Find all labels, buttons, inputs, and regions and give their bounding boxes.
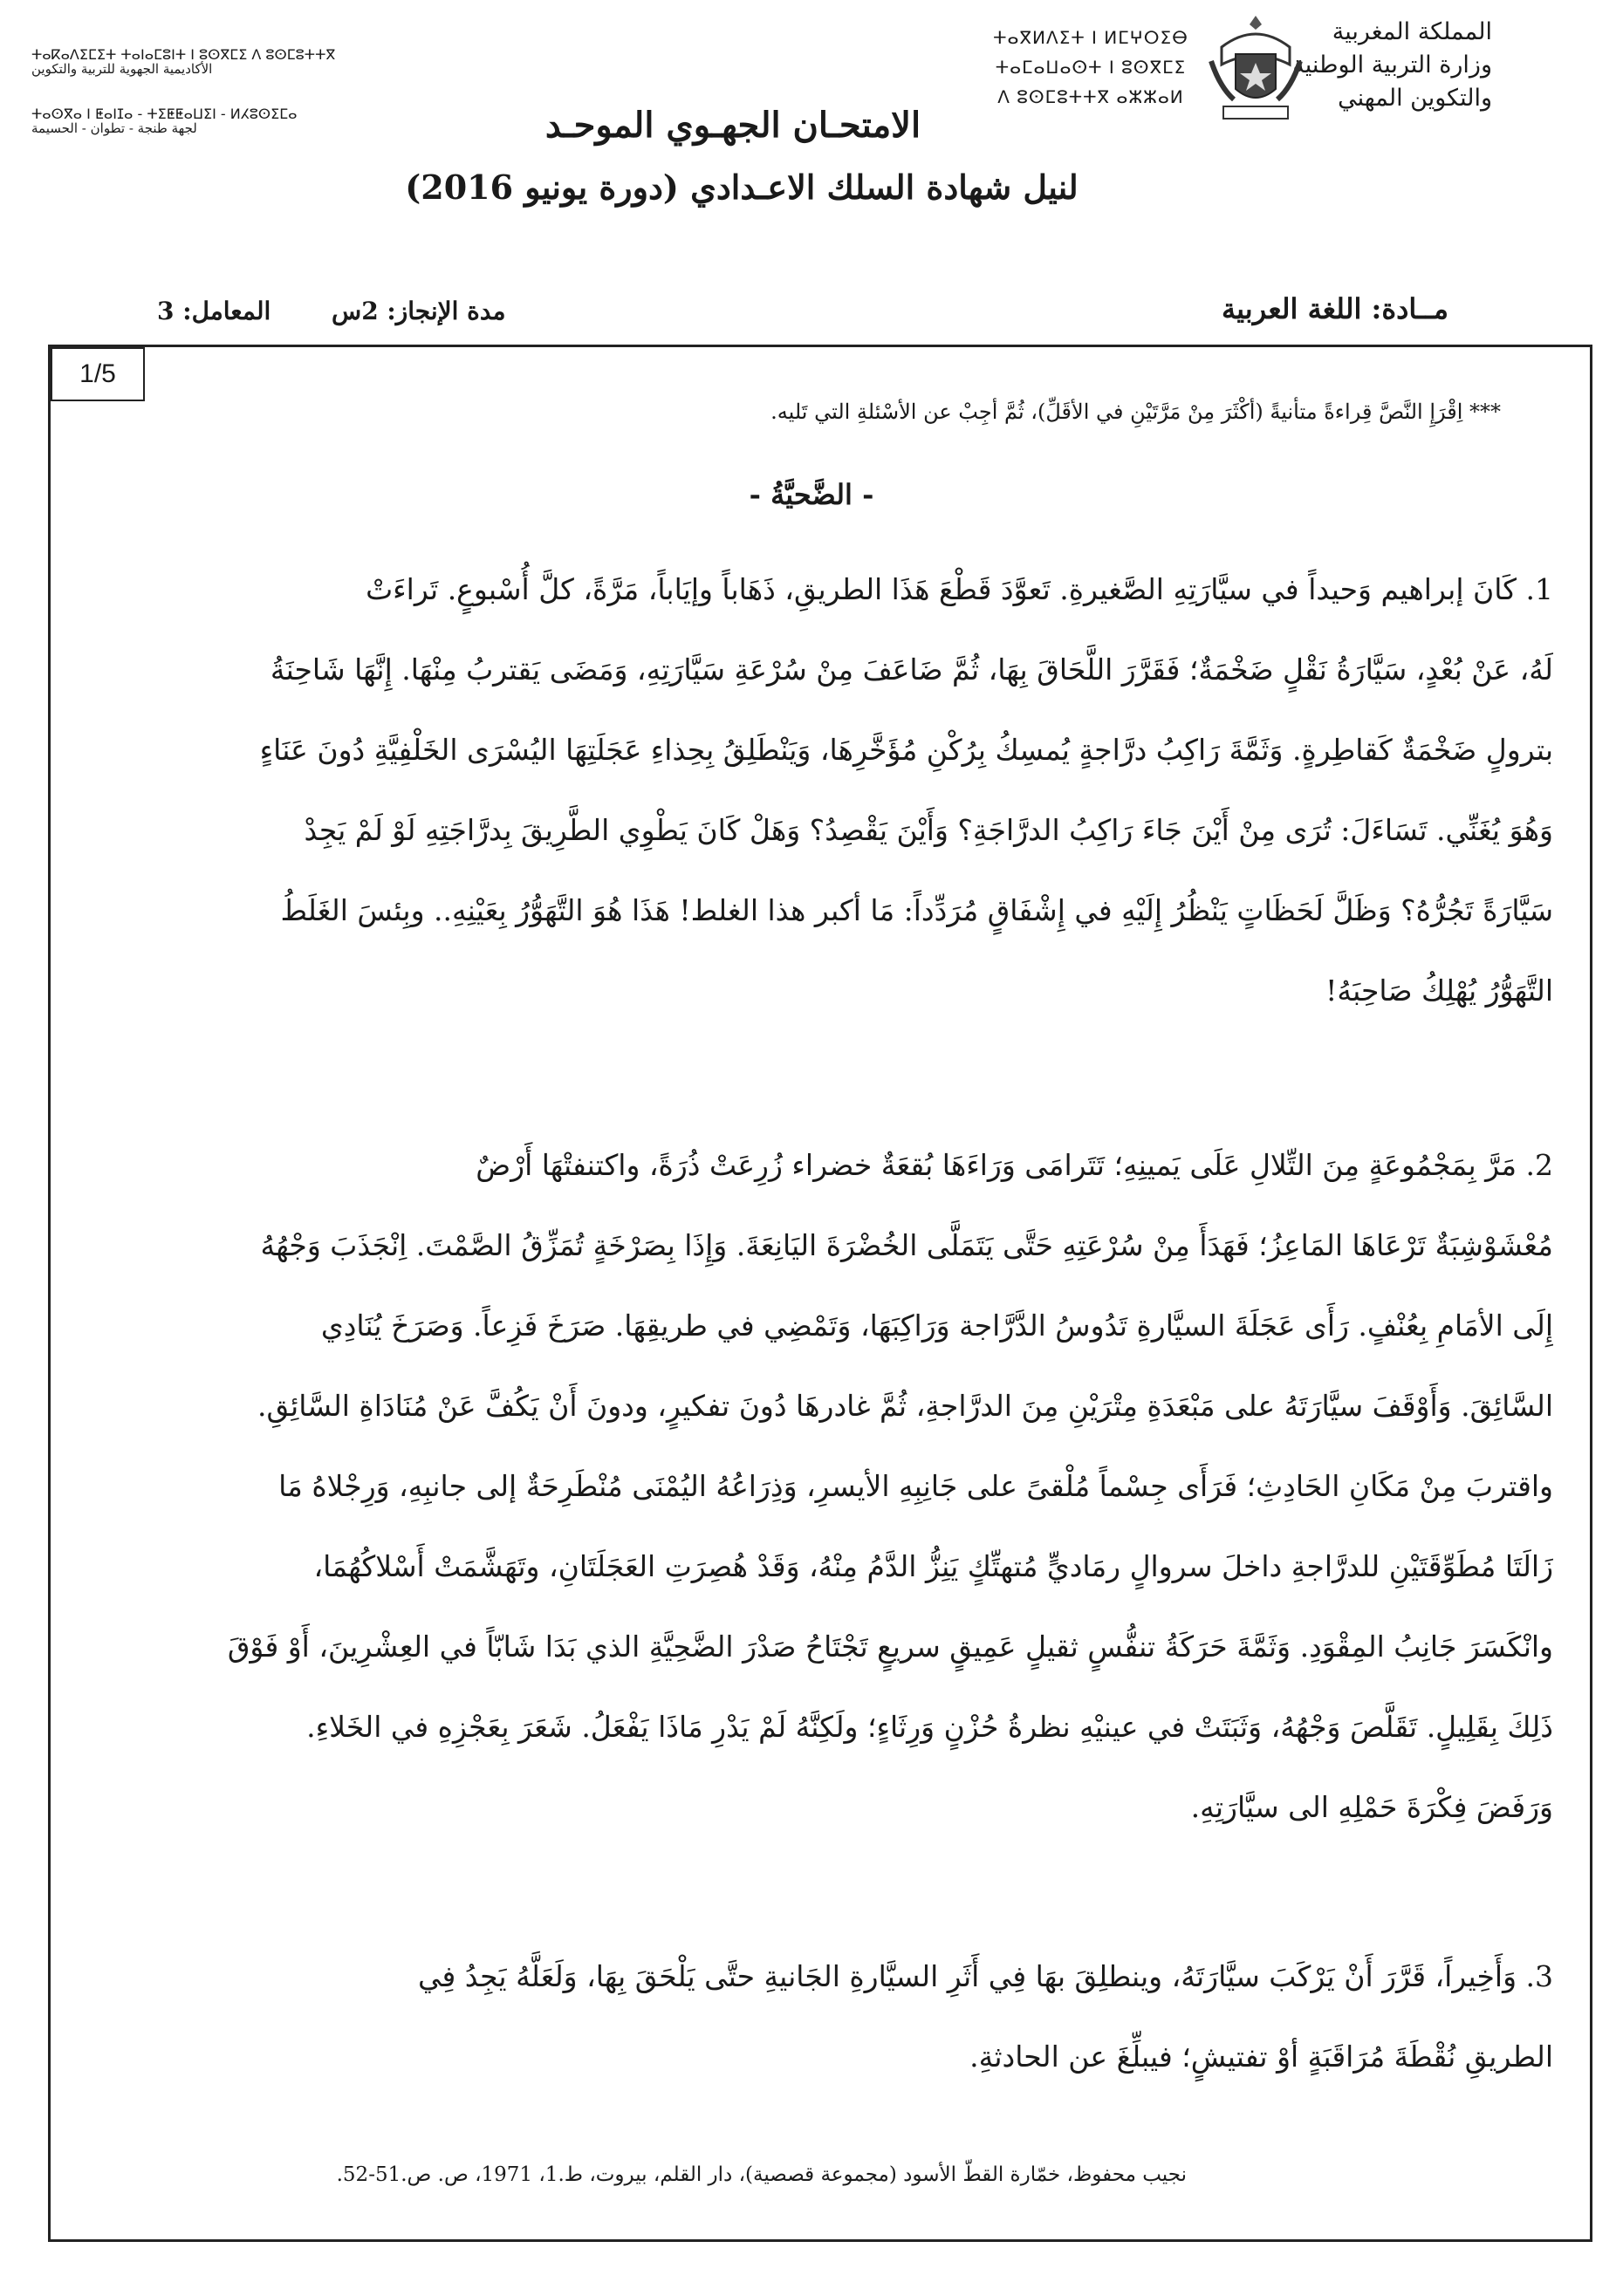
text-line: واقتربَ مِنْ مَكَانِ الحَادِثِ؛ فَرَأَى جِسْماً مُلْقىً على جَانِبِهِ الأيسرِ، وَذِرَاعُهُ اليُمْنَى مُنْطَرِحَةٌ إلى جانبِهِ، وَرِجْلاهُ مَا <box>278 1469 1553 1503</box>
text-line: 1. كَانَ إبراهيم وَحيداً في سيَّارَتِهِ الصَّغيرةِ. تَعوَّدَ قَطْعَ هَذَا الطريقِ، ذَهَاباً وإيَاباً، مَرَّةً، كلَّ أُسْبوعٍ. تَراءَتْ <box>366 572 1553 606</box>
text-line: وَرَفَضَ فِكْرَةَ حَمْلِهِ الى سيَّارَتِهِ. <box>1190 1790 1553 1824</box>
paragraph-3 <box>70 1937 1553 2097</box>
page-number: 1/5 <box>51 347 145 401</box>
text-line: ذَلِكَ بِقَلِيلٍ. تَقَلَّصَ وَجْهُهُ، وَثَبَتَتْ في عينيْهِ نظرةُ حُزْنٍ وَرِثَاءٍ؛ ولَكِنَّهُ لَمْ يَدْرِ مَاذَا يَفْعَلُ. شَعَرَ بِعَجْزِهِ في الخَلاءِ. <box>306 1710 1553 1744</box>
text-line: وانْكَسَرَ جَانِبُ المِقْوَدِ. وَثَمَّةَ حَرَكَةُ تنفُّسٍ ثقيلٍ عَمِيقٍ سريعٍ تَجْتَاحُ صَدْرَ الضَّحِيَّةِ الذي بَدَا شَابّاً في العِشْرِينَ، أَوْ فَوْقَ <box>227 1630 1553 1664</box>
text-title: - الضَّحيَّةُ - <box>749 478 874 511</box>
text-line: وَهُوَ يُغَنِّي. تَسَاءَلَ: تُرَى مِنْ أَيْنَ جَاءَ رَاكِبُ الدرَّاجَةِ؟ وَأَيْنَ يَقْصِدُ؟ وَهَلْ كَانَ يَطْوِي الطَّرِيقَ بِدرَّاجَتِهِ لَوْ لَمْ يَجِدْ <box>304 813 1553 847</box>
ministry-line: والتكوين المهني <box>1338 85 1492 112</box>
text-line: إِلَى الأمَامِ بِعُنْفٍ. رَأَى عَجَلَةَ السيَّارةِ تَدُوسُ الدَّرَّاجة وَرَاكِبَهَا، وَتَمْضِي في طريقِهَا. صَرَخَ فَزِعاً. وَصَرَخَ يُنَادِي <box>320 1309 1553 1343</box>
academy-header <box>31 52 485 145</box>
exam-title: الامتحـان الجهـوي الموحـد <box>544 105 921 146</box>
academy-line: الأكاديمية الجهوية للتربية والتكوين <box>31 61 213 77</box>
ministry-header <box>1283 16 1492 115</box>
text-line: بترولٍ ضَخْمَةٌ كَقاطِرةٍ. وَثَمَّةَ رَاكِبُ درَّاجةٍ يُمسِكُ بِرُكْنِ مُؤَخَّرِهَا، وَيَنْطَلِقُ بِحِذاءِ عَجَلَتِهَا اليُسْرَى الخَلْفِيَّةِ دُونَ عَنَاءٍ <box>259 733 1553 767</box>
tifinagh-line: ⵜⴰⵎⴰⵡⴰⵙⵜ ⵏ ⵓⵙⴳⵎⵉ <box>995 57 1187 78</box>
ministry-line: المملكة المغربية <box>1332 18 1492 45</box>
tifinagh-line: ⴷ ⵓⵙⵎⵓⵜⵜⴳ ⴰⵣⵣⴰⵍ <box>997 86 1184 107</box>
reading-instruction: *** اِقْرَإِ النَّصَّ قِراءةً متأنيةً (أكْثَرَ مِنْ مَرَّتَيْنِ في الأقَلِّ)، ثُمَّ أجِبْ عن الأسْئلةِ التي تَليه. <box>770 400 1501 424</box>
coefficient-label: المعامل: 3 <box>157 297 271 325</box>
subject-label: مــادة: اللغة العربية <box>1221 292 1448 325</box>
paragraph-1 <box>70 550 1553 1031</box>
text-line: 2. مَرَّ بِمَجْمُوعَةٍ مِنَ التِّلالِ عَلَى يَمينِهِ؛ تَتَرامَى وَرَاءَهَا بُقعَةٌ خضراء زُرِعَتْ ذُرَةً، واكتنفتْهَا أَرْضٌ <box>476 1148 1553 1182</box>
paragraph-2 <box>70 1125 1553 1848</box>
text-line: لَهُ، عَنْ بُعْدٍ، سَيَّارَةُ نَقْلٍ ضَخْمَةٌ؛ فَقَرَّرَ اللَّحَاقَ بِهَا، ثُمَّ ضَاعَفَ مِنْ سُرْعَةِ سَيَّارَتِهِ، وَمَضَى يَقتربُ مِنْهَا. إِنَّهَا شَاحِنَةُ <box>270 653 1553 687</box>
text-line: السَّائِقَ. وَأَوْقَفَ سيَّارَتَهُ على مَبْعَدَةِ مِتْرَيْنِ مِنَ الدرَّاجةِ، ثُمَّ غادرهَا دُونَ تفكيرٍ، ودونَ أَنْ يَكُفَّ عَنْ مُنَادَاةِ السَّائِقِ. <box>257 1389 1553 1423</box>
text-line: زَالَتَا مُطَوِّقَتَيْنِ للدرَّاجةِ داخلَ سروالٍ رمَاديٍّ مُتهتِّكٍ يَنِزُّ الدَّمُ مِنْهُ، وَقَدْ هُصِرَتِ العَجَلَتَانِ، وتَهَشَّمَتْ أَسْلاكُهُمَا، <box>313 1549 1553 1583</box>
tifinagh-line: ⵜⴰⴽⴰⴷⵉⵎⵉⵜ ⵜⴰⵏⴰⵎⵓⵏⵜ ⵏ ⵓⵙⴳⵎⵉ ⴷ ⵓⵙⵎⵓⵜⵜⴳ <box>31 46 336 63</box>
text-line: الطريقِ نُقْطَةَ مُرَاقَبَةٍ أوْ تفتيشٍ؛ فيبلِّغَ عن الحادثةِ. <box>969 2040 1553 2074</box>
exam-subtitle: لنيل شهادة السلك الاعـدادي (دورة يونيو 2016) <box>405 167 1079 207</box>
text-source-citation: نجيب محفوظ، خمّارة القطّ الأسود (مجموعة قصصية)، دار القلم، بيروت، ط.1، 1971، ص. ص.51-52. <box>336 2163 1187 2186</box>
academy-line: لجهة طنجة - تطوان - الحسيمة <box>31 120 197 136</box>
ministry-line: وزارة التربية الوطنية <box>1292 51 1492 79</box>
tifinagh-ministry-header <box>986 23 1195 112</box>
moroccan-emblem-logo <box>1204 12 1307 127</box>
duration-label: مدة الإنجاز: 2س <box>332 297 506 325</box>
text-line: سَيَّارَةً تَجُرُّهُ؟ وَظَلَّ لَحَظَاتٍ يَنْظُرُ إِلَيْهِ في إِشْفَاقٍ مُرَدِّداً: مَا أكبر هذا الغلط! هَذَا هُوَ التَّهَوُّرُ بِعَيْنِهِ.. وبِئسَ الغَلَطُ <box>280 893 1553 927</box>
text-line: 3. وَأَخِيراً، قَرَّرَ أَنْ يَرْكَبَ سيَّارَتَهُ، وينطلِقَ بهَا فِي أَثَرِ السيَّارةِ الجَانيةِ حتَّى يَلْحَقَ بِهَا، وَلَعَلَّهُ يَجِدُ فِي <box>418 1959 1553 1993</box>
tifinagh-line: ⵜⴰⴳⵍⴷⵉⵜ ⵏ ⵍⵎⵖⵔⵉⴱ <box>993 27 1188 48</box>
tifinagh-line: ⵜⴰⵙⴳⴰ ⵏ ⵟⴰⵏⵊⴰ - ⵜⵉⵟⵟⴰⵡⵉⵏ - ⵍⵃⵓⵙⵉⵎⴰ <box>31 106 298 122</box>
text-line: مُعْشَوْشِبَةٌ تَرْعَاهَا المَاعِزُ؛ فَهَدَأَ مِنْ سُرْعَتِهِ حَتَّى يَتَمَلَّى الخُضْرَةَ اليَانِعَةَ. وَإِذَا بِصَرْخَةٍ تُمَزِّقُ الصَّمْتَ. اِنْجَذَبَ وَجْهُهُ <box>260 1228 1553 1262</box>
text-line: التَّهَوُّرُ يُهْلِكُ صَاحِبَهُ! <box>1325 974 1553 1008</box>
